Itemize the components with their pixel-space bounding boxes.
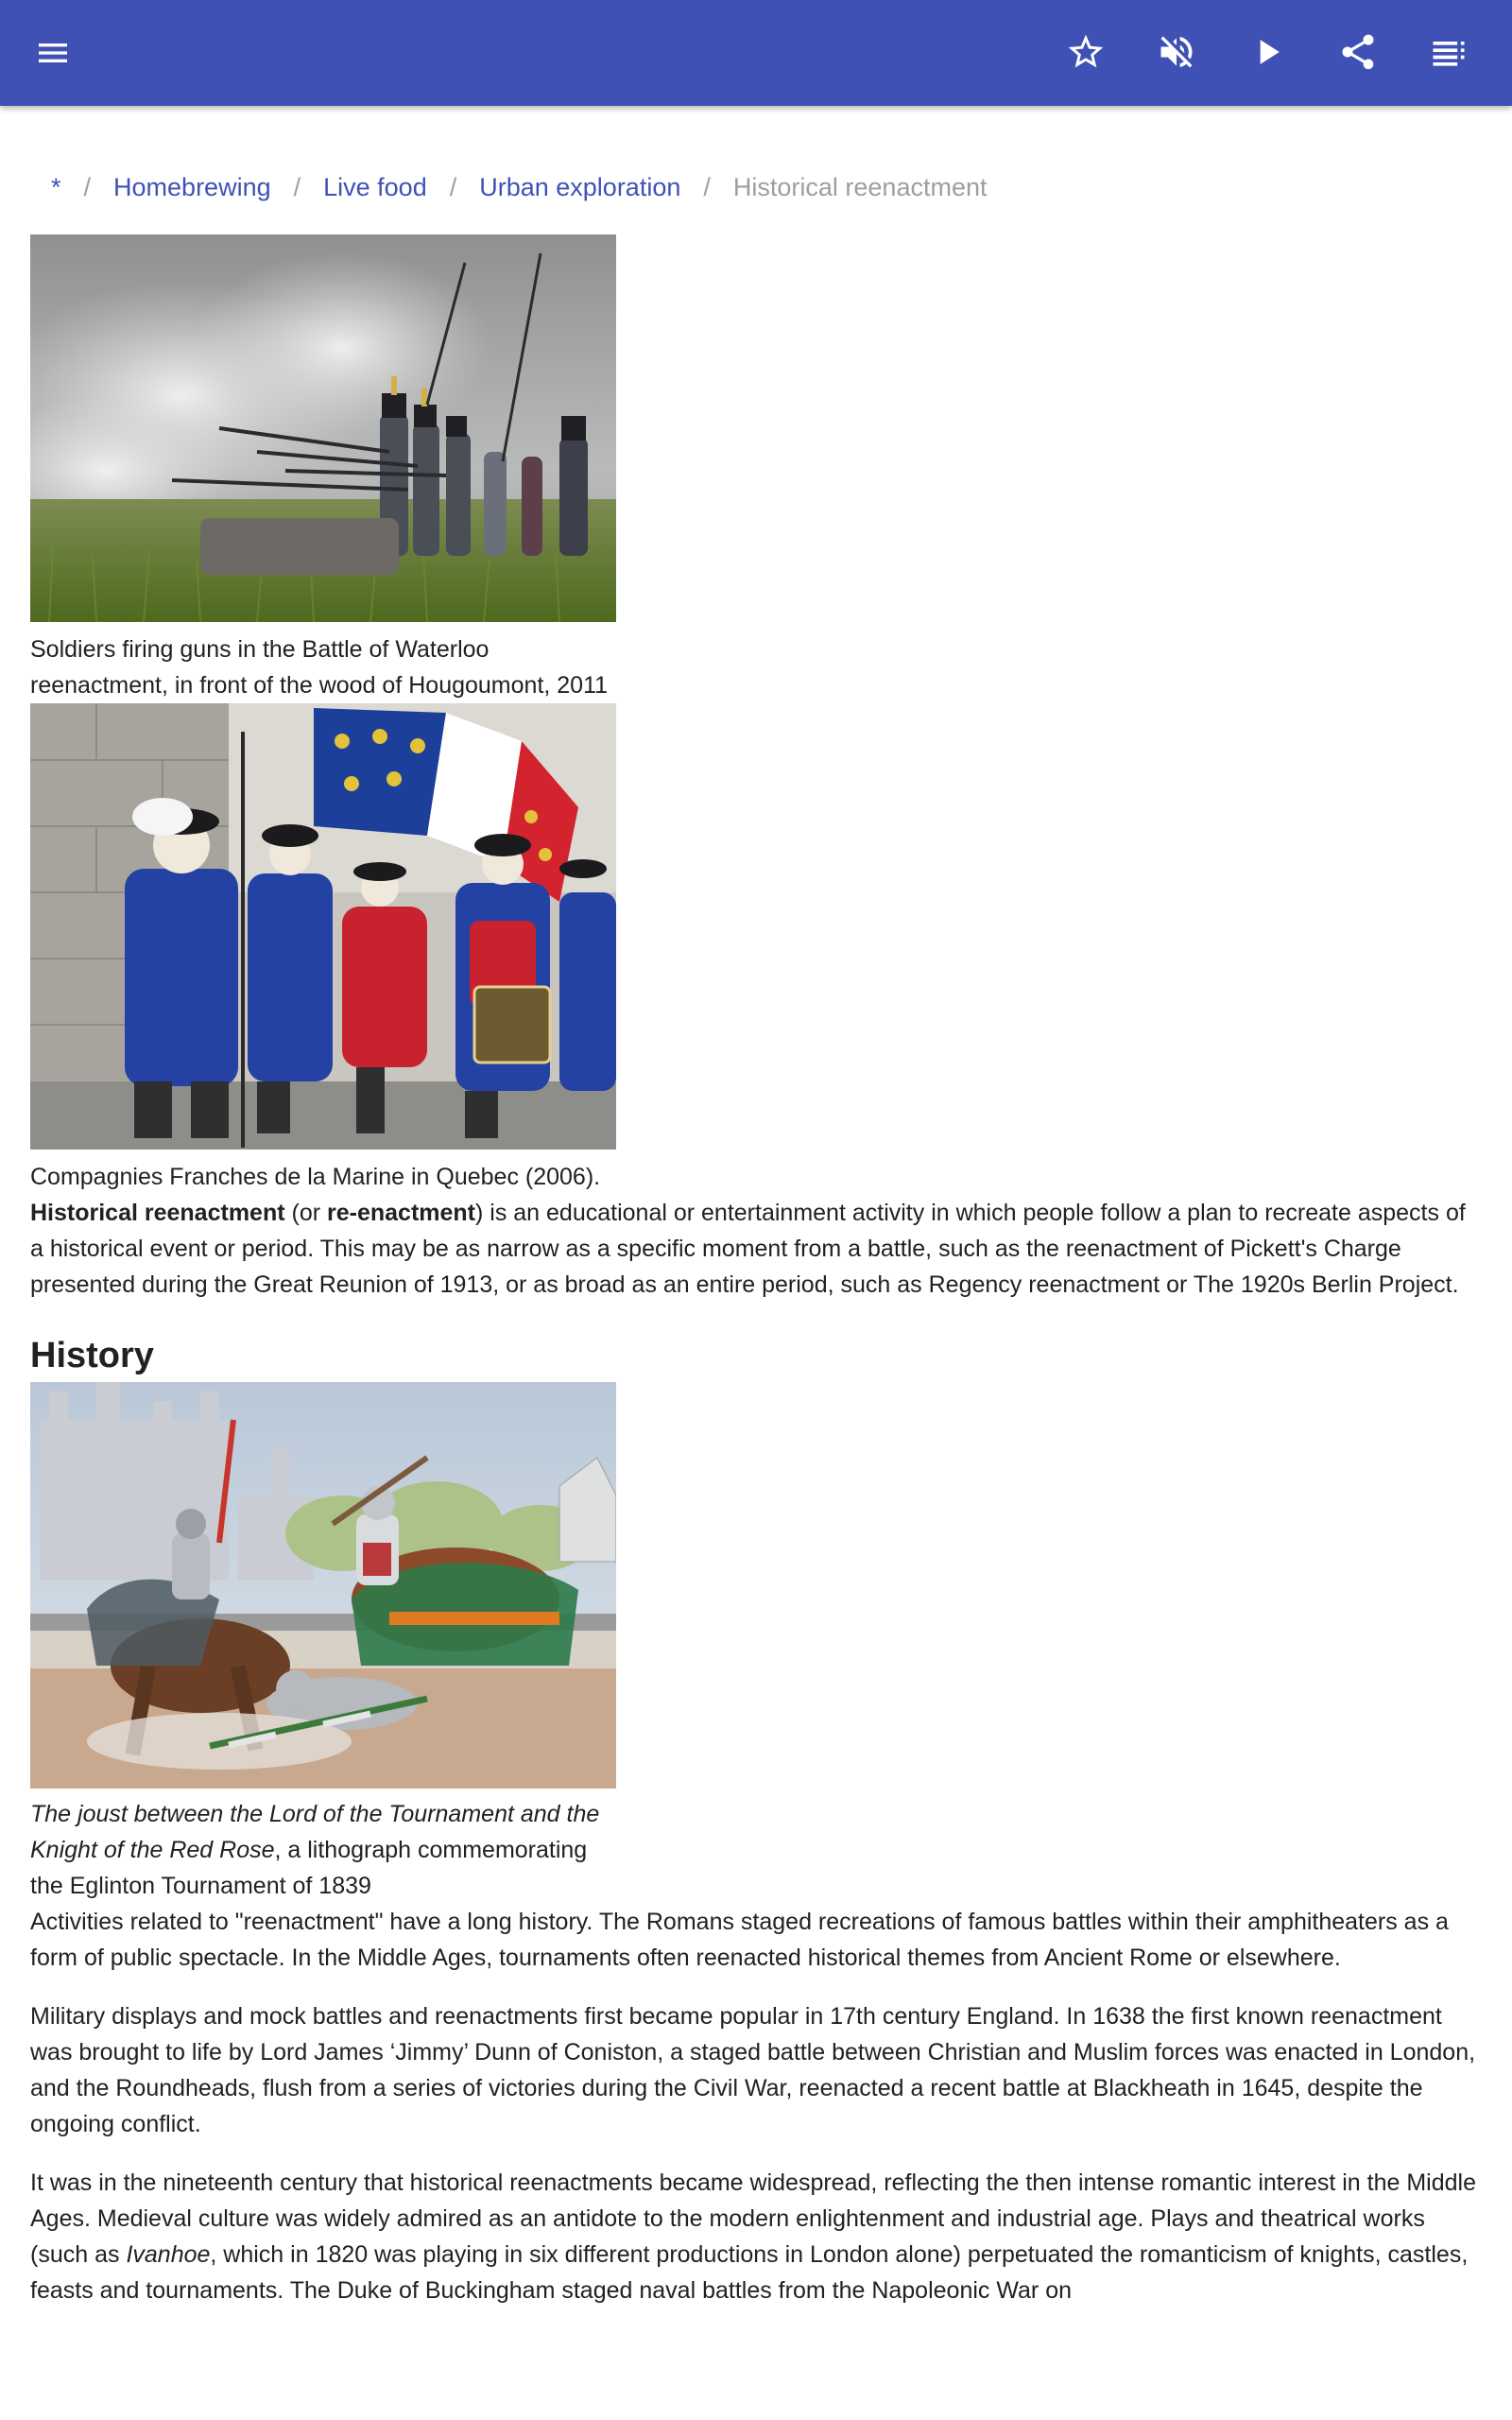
play-button[interactable] (1240, 25, 1295, 79)
history-p3-end: , which in 1820 was playing in six different productions in London alone) perpetuated the romanticism of knights, castles, feasts and tournaments. The Duke of Buckingham staged naval battles from the Napoleonic War on (30, 2241, 1469, 2304)
breadcrumb-separator: / (703, 172, 711, 201)
figure-quebec (30, 703, 616, 1195)
toolbar-actions (1058, 25, 1476, 79)
share-icon (1337, 31, 1379, 73)
waterloo-image[interactable] (30, 234, 616, 622)
article-content (30, 106, 1482, 2308)
breadcrumb-home[interactable]: * (51, 172, 61, 201)
joust-caption-rest: , a lithograph commemorating the Eglinton Tournament of 1839 (30, 1837, 588, 1899)
bookmark-button[interactable] (1058, 25, 1113, 79)
app-bar (0, 0, 1512, 106)
waterloo-caption: Soldiers firing guns in the Battle of Waterloo reenactment, in front of the wood of Hougoumont, 2011 (30, 636, 609, 699)
breadcrumb-separator: / (293, 172, 301, 201)
quebec-image[interactable] (30, 703, 616, 1150)
joust-image[interactable] (30, 1382, 616, 1789)
breadcrumb-live-food[interactable]: Live food (323, 172, 427, 201)
breadcrumb (30, 168, 1482, 206)
waterloo-photo (30, 234, 616, 622)
playlist-icon (1428, 31, 1469, 73)
quebec-caption: Compagnies Franches de la Marine in Quebec (2006). (30, 1164, 601, 1190)
ivanhoe-title: Ivanhoe (126, 2241, 211, 2268)
history-paragraph-1: Activities related to "reenactment" have a long history. The Romans staged recreations of famous battles within their amphitheaters as a form of public spectacle. In the Middle Ages, tournaments often reenacted historical themes from Ancient Rome or elsewhere. (30, 1909, 1449, 1971)
history-p3-start: It was in the nineteenth century that historical reenactments became widespread, reflecting the then intense romantic interest in the Middle Ages. Medieval culture was widely admired as an antidote to the modern enlightenment and industrial age. Plays and theatrical works (such as (30, 2169, 1477, 2268)
share-button[interactable] (1331, 25, 1385, 79)
menu-button[interactable] (26, 26, 79, 79)
quebec-photo (30, 703, 616, 1150)
intro-alt-term: re-enactment (327, 1200, 475, 1226)
breadcrumb-homebrewing[interactable]: Homebrewing (113, 172, 271, 201)
star-icon (1065, 31, 1107, 73)
volume-off-icon (1156, 31, 1197, 73)
intro-term: Historical reenactment (30, 1200, 285, 1226)
mute-button[interactable] (1149, 25, 1204, 79)
figure-joust (30, 1382, 616, 1904)
breadcrumb-current: Historical reenactment (732, 172, 988, 201)
intro-paragraph (30, 1195, 1482, 1303)
contents-button[interactable] (1421, 25, 1476, 79)
history-heading: History (30, 1336, 154, 1375)
history-paragraph-2: Military displays and mock battles and reenactments first became popular in 17th century England. In 1638 the first known reenactment was brought to life by Lord James ‘Jimmy’ Dunn of Coniston, a staged battle between Christian and Muslim forces was enacted in London, and the Roundheads, flush from a series of victories during the Civil War, reenacted a recent battle at Blackheath in 1645, despite the ongoing conflict. (30, 2003, 1476, 2137)
menu-icon (34, 34, 72, 72)
breadcrumb-separator: / (83, 172, 92, 201)
breadcrumb-separator: / (449, 172, 457, 201)
intro-rest: ) is an educational or entertainment activity in which people follow a plan to recreate aspects of a historical event or period. This may be as narrow as a specific moment from a battle, such as the reenactment of Pickett's Charge presented during the Great Reunion of 1913, or as broad as an entire period, such as Regency reenactment or The 1920s Berlin Project. (30, 1200, 1466, 1298)
breadcrumb-urban-exploration[interactable]: Urban exploration (479, 172, 681, 201)
joust-lithograph (30, 1382, 616, 1789)
intro-or: (or (284, 1200, 327, 1226)
joust-caption-title: The joust between the Lord of the Tournament and the Knight of the Red Rose (30, 1801, 600, 1863)
history-paragraph-3 (30, 2165, 1482, 2308)
figure-waterloo (30, 234, 616, 703)
joust-caption (30, 1796, 616, 1904)
play-icon (1246, 31, 1288, 73)
